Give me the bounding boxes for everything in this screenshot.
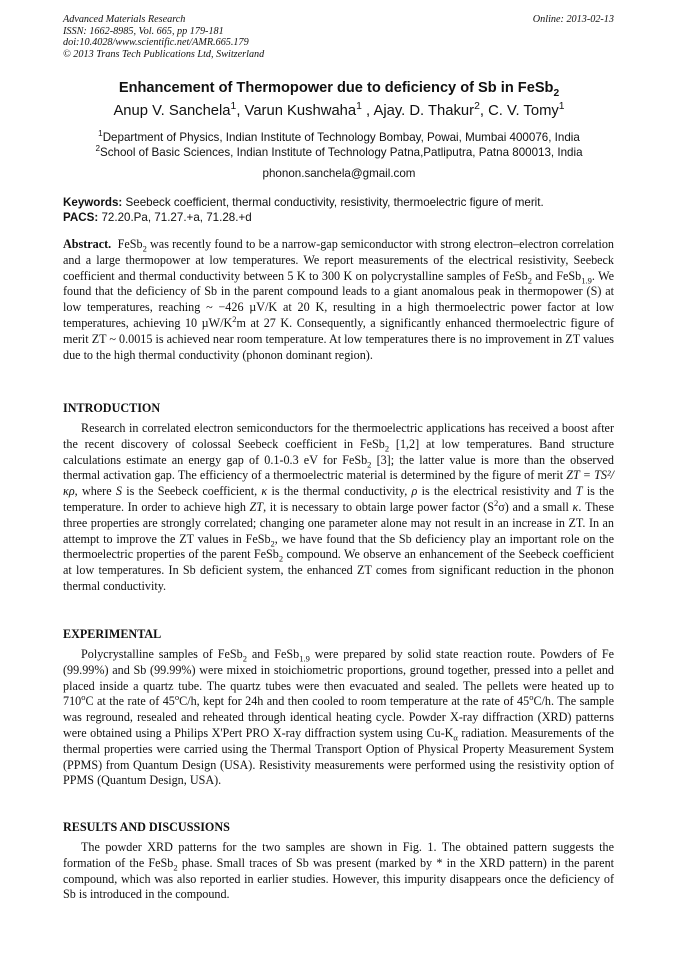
affiliation-2: $^2$School of Basic Sciences, Indian Institute of Technology Patna,Patliputra, Patna 800013, India xyxy=(95,144,583,159)
journal-name: Advanced Materials Research xyxy=(63,14,186,25)
experimental-text: Polycrystalline samples of FeSb$_2$ and FeSb$_{1.9}$ were prepared by solid state reaction route. Powders of Fe (99.99%) and Sb (99.99%) were mixed in stoichiometric proportions, ground together, pressed into a pellet and placed inside a quartz tube. The quartz tubes were then evacuated and sealed. The pellets were heated up to 710$^o$C at the rate of 45$^o$C/h, kept for 24h and then cooled to room temperature at the rate of 45$^o$C/h. The sample was reground, resealed and reheated through identical heating cycle. Powder X-ray diffraction (XRD) patterns were obtained using a Philips X'Pert PRO X-ray diffraction system using $Cu-K_\alpha$ radiation. Measurements of the thermal properties were carried using the Thermal Transport Option of Physical Property Measurement System (PPMS) from Quantum Design (USA). Resistivity measurements were performed using the resistivity option of PPMS (Quantum Design, USA). xyxy=(63,647,615,788)
keywords: Keywords: Seebeck coefficient, thermal conductivity, resistivity, thermoelectric figure of merit. xyxy=(63,196,544,209)
introduction-text: Research in correlated electron semiconductors for the thermoelectric applications has received a boost after the recent discovery of colossal Seebeck coefficient in FeSb$_2$ [1,2] at low temperatures. Band structure calculations estimate an energy gap of 0.1-0.3 eV for FeSb$_2$ [3]; the latter value is more than the observed thermal activation gap. The efficiency of a thermoelectric material is determined by the figure of merit ZT = TS²/κρ, where S is the Seebeck coefficient, κ is the thermal conductivity, ρ is the electrical resistivity and T is the temperature. In order to achieve high ZT, it is necessary to obtain large power factor $(S^2\sigma)$ and a small κ. These three properties are strongly correlated; changing one parameter alone may not result in an increase in ZT. In an attempt to improve the ZT values in FeSb$_2$, we have found that the Sb deficiency play an important role on the thermoelectric properties of the parent FeSb$_2$ compound. We observe an enhancement of the Seebeck coefficient at low temperatures. In Sb deficient system, the enhanced ZT comes from significant reduction in the phonon thermal conductivity. xyxy=(63,421,615,593)
author-email: phonon.sanchela@gmail.com xyxy=(262,167,416,180)
section-heading-results: RESULTS AND DISCUSSIONS xyxy=(63,820,230,834)
pacs: PACS: 72.20.Pa, 71.27.+a, 71.28.+d xyxy=(63,211,252,224)
affiliation-1: $^1$Department of Physics, Indian Institute of Technology Bombay, Powai, Mumbai 400076, India xyxy=(98,129,580,144)
section-heading-experimental: EXPERIMENTAL xyxy=(63,627,162,641)
zt-formula: ZT = TS²/κρ xyxy=(63,468,614,499)
author-name: Ajay. D. Thakur xyxy=(373,103,475,119)
paper-title: Enhancement of Thermopower due to deficiency of Sb in FeSb$_2$ xyxy=(118,80,560,99)
author-name: Anup V. Sanchela xyxy=(113,103,231,119)
journal-header xyxy=(63,14,614,60)
issn-line: ISSN: 1662-8985, Vol. 665, pp 179-181 xyxy=(63,25,224,37)
author-list: Anup V. Sanchela$^1$, Varun Kushwaha$^1$ , Ajay. D. Thakur$^2$, C. V. Tomy$^1$ xyxy=(113,101,565,119)
author-name: C. V. Tomy xyxy=(488,103,559,119)
author-name: Varun Kushwaha xyxy=(244,103,357,119)
copyright-line: © 2013 Trans Tech Publications Ltd, Switzerland xyxy=(63,48,265,60)
abstract: Abstract. FeSb$_2$ was recently found to be a narrow-gap semiconductor with strong electron–electron correlation and a large thermopower at low temperatures. We report measurements of the electrical resistivity, Seebeck coefficient and thermal conductivity between 5 K to 300 K on polycrystalline samples of FeSb$_2$ and FeSb$_{1.9}$. We found that the deficiency of Sb in the parent compound leads to a giant anomalous peak in thermopower (S) at low temperatures, reaching ~ −426 µV/K at 20 K, resulting in a high thermoelectric power factor at low temperatures, achieving 10 $\mu W/K^2m$ at 27 K. Consequently, a significantly enhanced thermoelectric figure of merit ZT ~ 0.0015 is achieved near room temperature. At low temperatures there is no improvement in ZT values due to the high thermal conductivity (phonon dominant region). xyxy=(63,237,614,362)
results-text: The powder XRD patterns for the two samples are shown in Fig. 1. The obtained pattern suggests the formation of the FeSb$_2$ phase. Small traces of Sb was present (marked by * in the XRD pattern) in the parent compound, which was also reported in earlier studies. However, this impurity disappears once the deficiency of Sb is introduced in the compound. xyxy=(63,840,615,902)
doi-line: doi:10.4028/www.scientific.net/AMR.665.179 xyxy=(63,37,249,48)
online-date: Online: 2013-02-13 xyxy=(532,14,614,25)
section-heading-introduction: INTRODUCTION xyxy=(63,401,161,415)
abstract-label: Abstract. xyxy=(63,237,112,251)
